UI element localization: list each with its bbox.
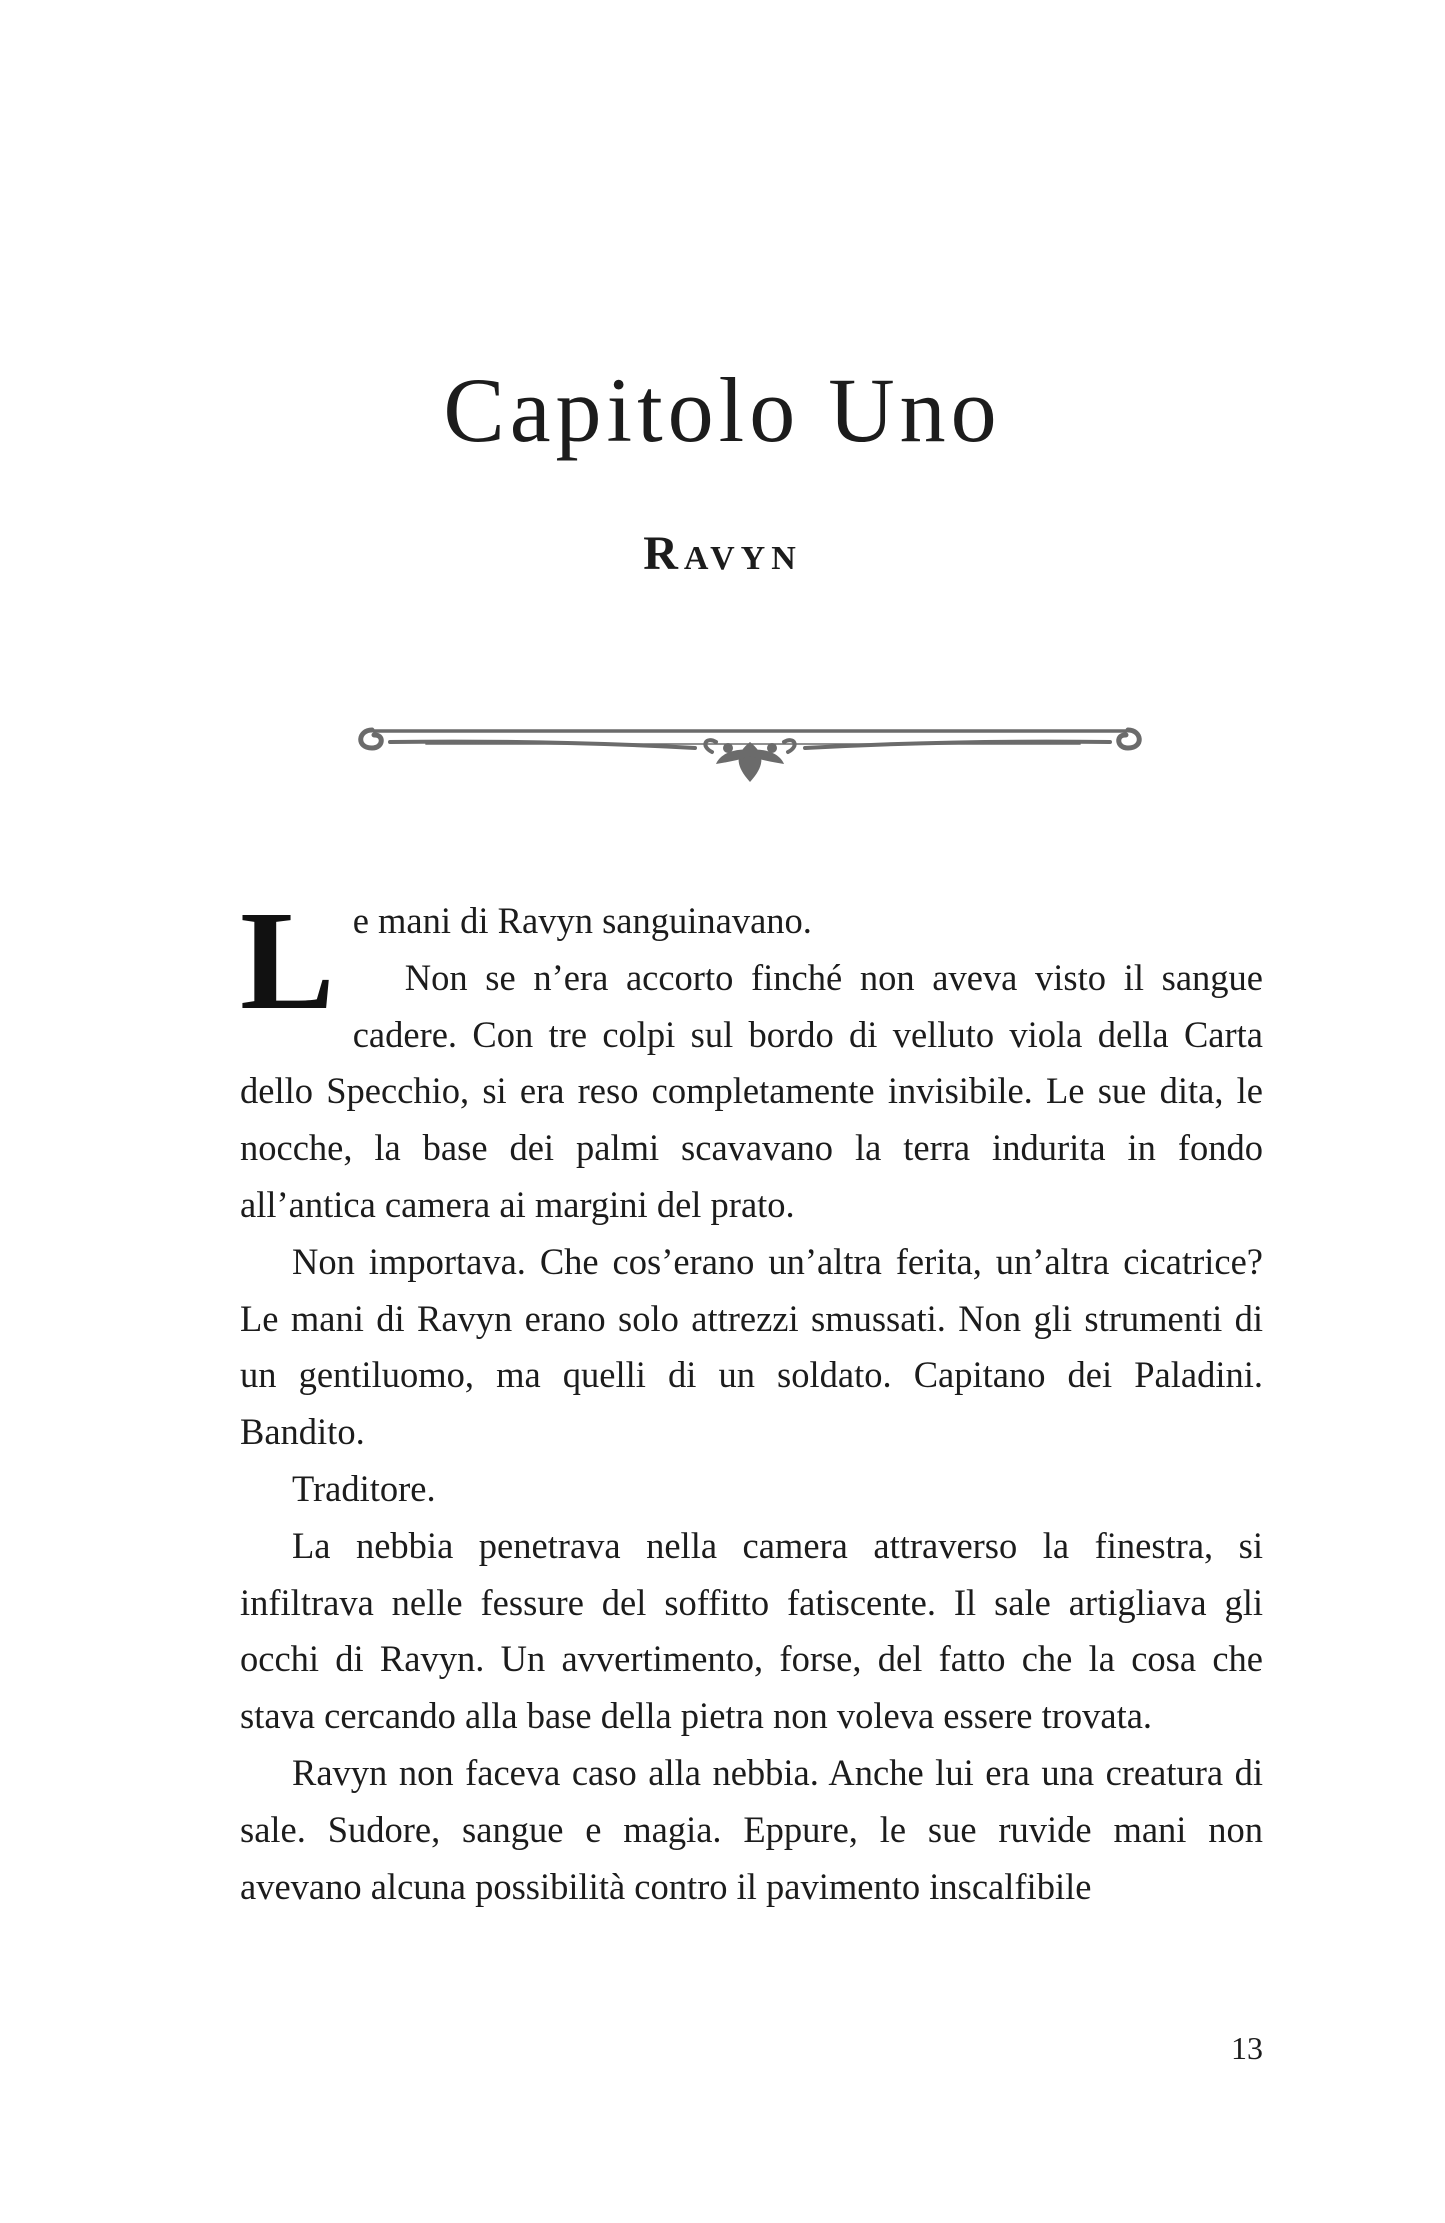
scroll-flourish-divider-icon [350,700,1150,790]
chapter-title: Capitolo Uno [443,359,1002,461]
page-number: 13 [1231,2030,1263,2066]
paragraph-text: e mani di Ravyn sanguinavano. [352,900,812,941]
paragraph: La nebbia penetrava nella camera attraverso la finestra, si infiltrava nelle fessure del soffitto fatiscente. Il sale artigliava gli occhi di Ravyn. Un avvertimento, forse, del fatto che la cosa che stava cercando alla base della pietra non voleva essere trovata. [240,1524,1263,1737]
paragraph: Non se n’era accorto finché non aveva visto il sangue cadere. Con tre colpi sul bordo di velluto viola della Carta dello Specchio, si era reso completamente invisibile. Le sue dita, le nocche, la base dei palmi scavavano la terra indurita in fondo all’antica camera ai margini del prato. [240,956,1263,1225]
opening-paragraph [240,881,1263,1039]
paragraph: Traditore. [292,1467,436,1509]
chapter-body [240,881,1263,1915]
drop-cap: L [240,881,335,1039]
paragraph: Non importava. Che cos’erano un’altra ferita, un’altra cicatrice? Le mani di Ravyn erano solo attrezzi smussati. Non gli strumenti di un gentiluomo, ma quelli di un soldato. Capitano dei Paladini. Bandito. [240,1240,1263,1453]
paragraph: Ravyn non faceva caso alla nebbia. Anche lui era una creatura di sale. Sudore, sangue e magia. Eppure, le sue ruvide mani non avevano alcuna possibilità contro il pavimento inscalfibile [240,1751,1263,1907]
chapter-subtitle: Ravyn [643,527,802,580]
